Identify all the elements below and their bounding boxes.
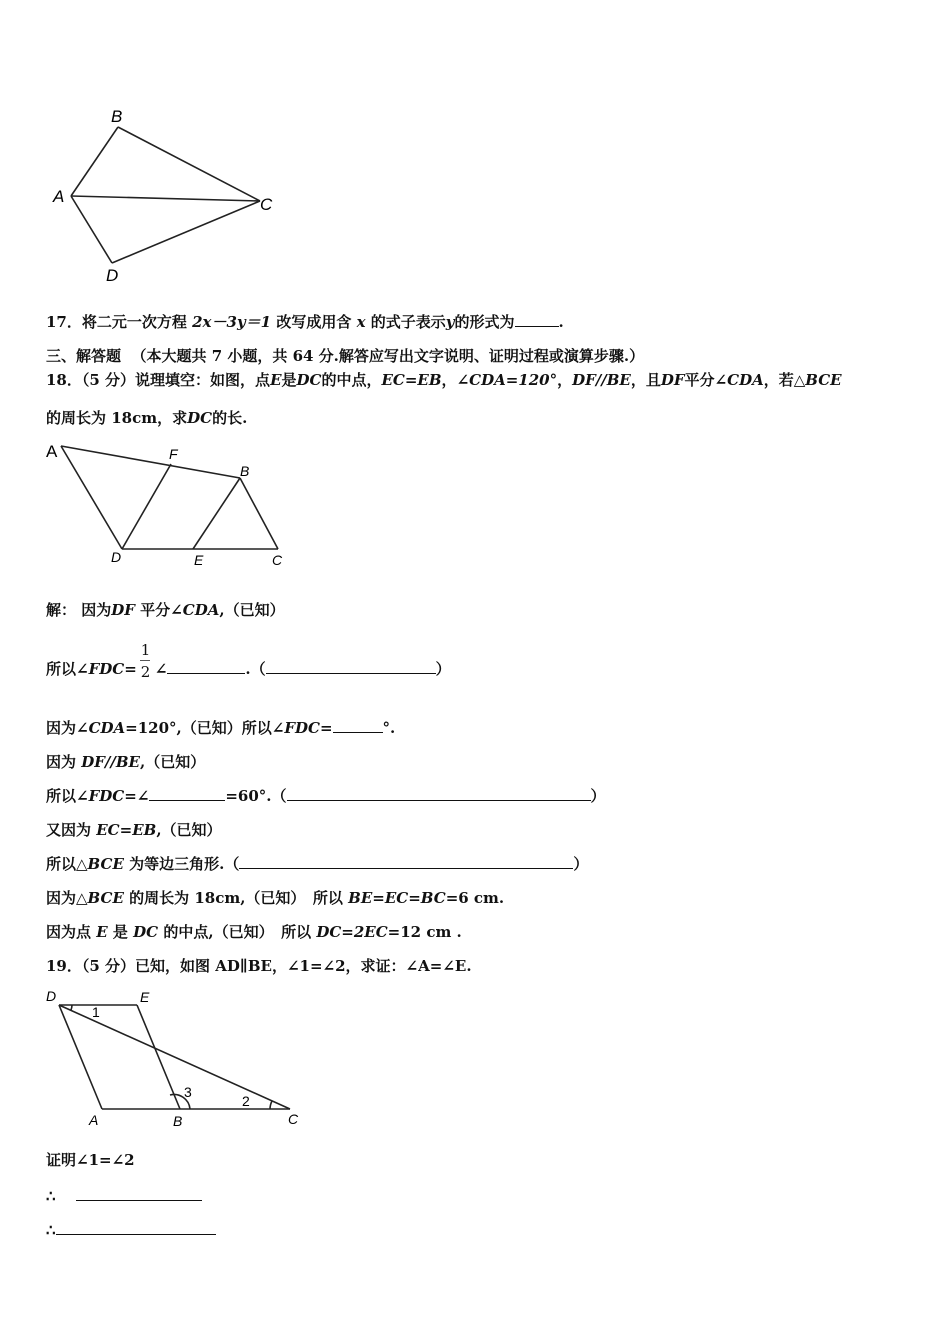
angle-2-arc: [270, 1101, 272, 1109]
segment-ab: [61, 446, 240, 478]
label-b: B: [240, 463, 250, 479]
section-3-header: [46, 346, 644, 366]
answer-blank[interactable]: [149, 786, 225, 801]
answer-blank[interactable]: [167, 659, 245, 674]
label-e: E: [194, 552, 204, 568]
label-a: A: [53, 187, 65, 206]
label-a: A: [46, 442, 58, 461]
segment-bc: [240, 478, 278, 549]
label-c: C: [272, 552, 283, 568]
solution-line-3: 因为∠CDA=120°,（已知）所以∠FDC= °.: [46, 719, 396, 737]
section-title: 三、解答题: [46, 347, 122, 365]
segment-dc: [59, 1005, 290, 1109]
label-d: D: [46, 988, 57, 1004]
label-angle-2: 2: [242, 1093, 250, 1109]
equation: 2x－3y＝1: [192, 313, 272, 331]
proof-blank[interactable]: [56, 1220, 216, 1235]
therefore-symbol: ∴: [46, 1221, 56, 1239]
segment-df: [122, 464, 171, 549]
label-c: C: [260, 195, 273, 214]
solution-line-6: 又因为 EC=EB,（已知）: [46, 821, 222, 839]
label-e: E: [140, 989, 150, 1005]
reason-blank[interactable]: [287, 786, 591, 801]
answer-blank[interactable]: [333, 718, 383, 733]
figure-q18: [40, 438, 300, 573]
segment-ad: [71, 196, 112, 263]
proof-line-3: [46, 1220, 216, 1240]
question-18-line2: 的周长为 18cm，求DC的长.: [46, 409, 248, 427]
solution-line-5: 所以∠FDC=∠ =60°.（ ）: [46, 787, 606, 805]
segment-bc: [118, 127, 260, 201]
label-b: B: [173, 1113, 183, 1129]
segment-eb: [193, 478, 240, 549]
solution-line-9: 因为点 E 是 DC 的中点,（已知） 所以 DC=2EC=12 cm .: [46, 923, 462, 941]
label-angle-1: 1: [92, 1004, 100, 1020]
proof-line-2: [46, 1186, 202, 1206]
fraction-one-half: $\frac{1}{2}$: [140, 641, 151, 681]
question-number: 17．: [46, 313, 82, 331]
reason-blank[interactable]: [239, 854, 573, 869]
segment-ac: [71, 196, 260, 201]
label-f: F: [169, 446, 178, 462]
label-angle-3: 3: [184, 1084, 192, 1100]
section-note: （本大题共 7 小题，共 64 分.解答应写出文字说明、证明过程或演算步骤.）: [131, 347, 645, 365]
segment-ab: [71, 127, 118, 196]
label-d: D: [106, 266, 119, 285]
figure-quadrilateral-abcd: [40, 100, 290, 290]
label-d: D: [111, 549, 122, 565]
solution-line-1: 解： 因为DF 平分∠CDA,（已知）: [46, 601, 285, 619]
therefore-symbol: ∴: [46, 1187, 56, 1205]
proof-line-1: 证明∠1=∠2: [46, 1151, 135, 1169]
solution-line-2: 所以∠FDC= $\frac{1}{2}$ ∠ .（ ）: [46, 641, 451, 681]
proof-blank[interactable]: [76, 1186, 202, 1201]
question-17: 17．将二元一次方程 2x－3y＝1 改写成用含 x 的式子表示y的形式为 .: [46, 313, 564, 331]
question-18-line1: 18．（5 分）说理填空：如图，点E是DC的中点，EC=EB，∠CDA=120°，DF//BE，且DF平分∠CDA，若△BCE: [46, 371, 842, 389]
segment-ad: [61, 446, 122, 549]
reason-blank[interactable]: [266, 659, 436, 674]
figure-q19: [40, 985, 320, 1130]
solution-line-4: 因为 DF//BE,（已知）: [46, 753, 206, 771]
segment-dc: [112, 201, 260, 263]
solution-line-7: 所以△BCE 为等边三角形.（ ）: [46, 855, 589, 873]
label-b: B: [111, 107, 123, 126]
solution-line-8: 因为△BCE 的周长为 18cm,（已知） 所以 BE=EC=BC=6 cm.: [46, 889, 505, 907]
label-a: A: [89, 1112, 99, 1128]
label-c: C: [288, 1111, 299, 1127]
question-19: 19．（5 分）已知，如图 AD∥BE，∠1=∠2，求证：∠A=∠E.: [46, 957, 472, 975]
answer-blank[interactable]: [515, 312, 559, 327]
